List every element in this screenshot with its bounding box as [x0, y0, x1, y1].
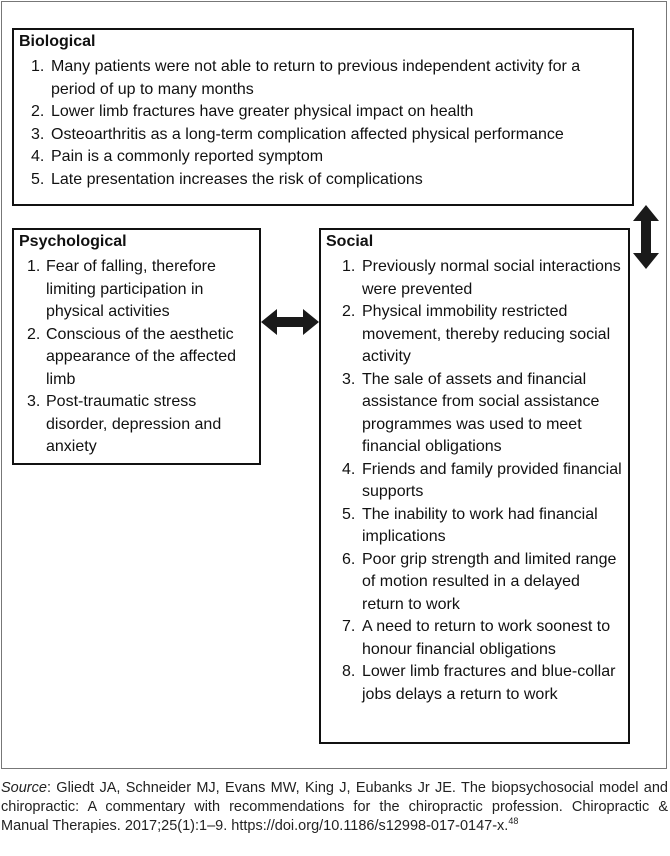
item-number: 2.	[342, 303, 356, 320]
psychological-title: Psychological	[19, 233, 127, 250]
social-box	[319, 228, 630, 744]
psychological-box	[12, 228, 261, 465]
item-number: 4.	[342, 460, 356, 478]
item-text: The sale of assets and financial assistance from social assistance programmes was used to meet financial obligations	[362, 370, 600, 455]
caption-label: Source	[1, 780, 47, 796]
item-text: Post-traumatic stress disorder, depression and anxiety	[46, 393, 222, 455]
list-item	[342, 661, 622, 706]
item-text: Physical immobility restricted movement, thereby reducing social activity	[362, 303, 611, 365]
list-item	[31, 56, 626, 101]
item-text: Conscious of the aesthetic appearance of the affected limb	[46, 325, 237, 388]
caption-ref: 48	[508, 816, 519, 827]
item-text: Poor grip strength and limited range of motion resulted in a delayed return to work	[362, 550, 617, 613]
biological-list	[31, 56, 626, 191]
list-item	[31, 146, 626, 169]
list-item	[342, 256, 622, 301]
item-text: The inability to work had financial implications	[362, 505, 598, 545]
item-text: Previously normal social interactions were prevented	[362, 258, 621, 298]
list-item	[342, 549, 622, 617]
item-number: 3.	[342, 370, 356, 388]
item-number: 2.	[27, 325, 41, 343]
list-item	[31, 124, 626, 147]
biological-title: Biological	[19, 33, 96, 50]
item-number: 1.	[31, 58, 45, 75]
item-number: 1.	[342, 258, 356, 275]
list-item	[31, 169, 626, 192]
item-number: 7.	[342, 618, 356, 635]
psychological-list	[27, 256, 253, 459]
item-text: A need to return to work soonest to honour financial obligations	[362, 618, 611, 658]
double-arrow-horizontal-icon	[261, 307, 319, 337]
source-caption	[1, 779, 668, 836]
list-item	[342, 459, 622, 504]
social-title: Social	[326, 233, 374, 250]
item-text: Pain is a commonly reported symptom	[51, 148, 324, 165]
item-text: Friends and family provided financial supports	[362, 460, 622, 500]
item-number: 4.	[31, 148, 45, 165]
item-number: 3.	[31, 125, 45, 143]
item-number: 8.	[342, 663, 356, 680]
arrow-shape	[633, 205, 659, 269]
caption-text: : Gliedt JA, Schneider MJ, Evans MW, King J, Eubanks Jr JE. The biopsychosocial model and chiropractic: A commentary with recommendations for the chiropractic profession. Chiropractic & Manual Therapies. 2017;25(1):1–9. https://doi.org/10.1186/s12998-017-0147-x.	[1, 780, 668, 834]
item-text: Lower limb fractures and blue-collar jobs delays a return to work	[362, 663, 616, 703]
item-number: 1.	[27, 258, 41, 275]
item-text: Fear of falling, therefore limiting participation in physical activities	[46, 258, 216, 320]
biological-box	[12, 28, 634, 206]
item-text: Many patients were not able to return to previous independent activity for a period of up to many months	[51, 58, 581, 98]
arrow-shape	[261, 309, 319, 335]
social-list	[342, 256, 622, 706]
list-item	[31, 101, 626, 124]
item-number: 6.	[342, 550, 356, 568]
list-item	[342, 504, 622, 549]
item-number: 3.	[27, 393, 41, 410]
list-item	[27, 391, 253, 459]
item-text: Lower limb fractures have greater physical impact on health	[51, 103, 474, 120]
double-arrow-vertical-icon	[632, 205, 660, 269]
item-number: 5.	[31, 170, 45, 188]
list-item	[342, 301, 622, 369]
item-text: Osteoarthritis as a long-term complication affected physical performance	[51, 125, 564, 143]
item-text: Late presentation increases the risk of complications	[51, 170, 423, 188]
item-number: 2.	[31, 103, 45, 120]
list-item	[342, 369, 622, 459]
item-number: 5.	[342, 505, 356, 523]
list-item	[27, 324, 253, 392]
list-item	[27, 256, 253, 324]
list-item	[342, 616, 622, 661]
